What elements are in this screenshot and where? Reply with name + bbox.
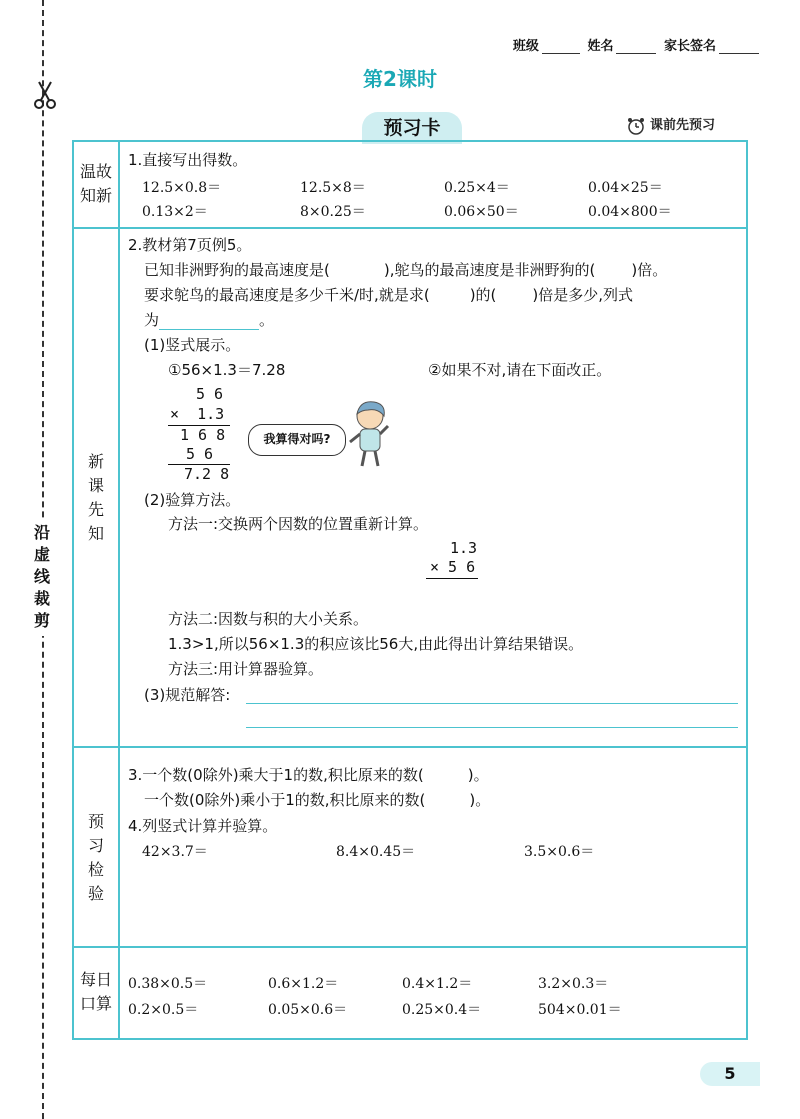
parent-signature-field[interactable] bbox=[719, 41, 759, 54]
page-number: 5 bbox=[700, 1062, 760, 1086]
paragraph-3: 为 。 bbox=[144, 311, 275, 329]
child-illustration bbox=[340, 398, 396, 470]
vertical-calc-line: 5 6 bbox=[186, 445, 214, 463]
check-item: 42×3.7＝ bbox=[142, 844, 208, 860]
review-item: 8×0.25＝ bbox=[300, 204, 366, 220]
check-item: 3.5×0.6＝ bbox=[524, 844, 595, 860]
vertical-calc2-bar bbox=[426, 578, 478, 579]
step-2: (2)验算方法。 bbox=[144, 491, 241, 509]
cut-instruction: 沿 虚 线 裁 剪 bbox=[30, 518, 54, 636]
method-2: 方法二:因数与积的大小关系。 bbox=[168, 610, 369, 628]
question-4: 4.列竖式计算并验算。 bbox=[128, 817, 278, 835]
vertical-calc-line: 7.2 8 bbox=[184, 465, 230, 483]
paragraph-1: 已知非洲野狗的最高速度是( ),鸵鸟的最高速度是非洲野狗的( )倍。 bbox=[144, 261, 668, 279]
daily-item: 0.05×0.6＝ bbox=[268, 1002, 348, 1018]
class-field[interactable] bbox=[542, 41, 580, 54]
review-item: 0.04×25＝ bbox=[588, 180, 663, 196]
answer-line[interactable] bbox=[246, 727, 738, 728]
daily-item: 0.25×0.4＝ bbox=[402, 1002, 482, 1018]
formula-answer-blank[interactable] bbox=[159, 315, 259, 330]
card-title: 预习卡 bbox=[362, 112, 462, 144]
review-item: 12.5×0.8＝ bbox=[142, 180, 222, 196]
review-item: 0.25×4＝ bbox=[444, 180, 510, 196]
review-item: 12.5×8＝ bbox=[300, 180, 366, 196]
vertical-calc-line: × 1.3 bbox=[170, 405, 225, 423]
question-3b: 一个数(0除外)乘小于1的数,积比原来的数( )。 bbox=[144, 791, 491, 809]
alarm-clock-icon bbox=[626, 116, 646, 136]
question-1: 1.直接写出得数。 bbox=[128, 151, 248, 169]
daily-item: 0.2×0.5＝ bbox=[128, 1002, 199, 1018]
vertical-calc2-line: 1.3 bbox=[450, 539, 478, 557]
step-3: (3)规范解答: bbox=[144, 686, 231, 704]
row-divider bbox=[72, 746, 748, 748]
name-field[interactable] bbox=[616, 41, 656, 54]
review-item: 0.04×800＝ bbox=[588, 204, 672, 220]
step-1: (1)竖式展示。 bbox=[144, 336, 241, 354]
daily-item: 3.2×0.3＝ bbox=[538, 976, 609, 992]
column-divider bbox=[118, 140, 120, 1040]
speech-bubble: 我算得对吗? bbox=[248, 424, 346, 456]
check-item: 8.4×0.45＝ bbox=[336, 844, 416, 860]
review-item: 0.06×50＝ bbox=[444, 204, 519, 220]
new-knowledge-label: 新 课 先 知 bbox=[87, 452, 104, 543]
daily-item: 0.6×1.2＝ bbox=[268, 976, 339, 992]
vertical-calc-line: 1 6 8 bbox=[180, 426, 226, 444]
vertical-calc2-line: × 5 6 bbox=[430, 558, 476, 576]
answer-line[interactable] bbox=[246, 703, 738, 704]
preview-check-label: 预 习 检 验 bbox=[87, 812, 104, 903]
paragraph-2: 要求鸵鸟的最高速度是多少千米/时,就是求( )的( )倍是多少,列式 bbox=[144, 286, 634, 304]
review-label: 温故 知新 bbox=[79, 162, 112, 205]
lesson-title: 第2课时 bbox=[363, 67, 437, 91]
method-1: 方法一:交换两个因数的位置重新计算。 bbox=[168, 515, 429, 533]
method-3: 方法三:用计算器验算。 bbox=[168, 660, 324, 678]
review-item: 0.13×2＝ bbox=[142, 204, 208, 220]
row-divider bbox=[72, 227, 748, 229]
method-2-detail: 1.3>1,所以56×1.3的积应该比56大,由此得出计算结果错误。 bbox=[168, 635, 584, 653]
daily-mental-math-label: 每日 口算 bbox=[79, 970, 112, 1013]
daily-item: 0.4×1.2＝ bbox=[402, 976, 473, 992]
student-info: 班级 姓名 家长签名 bbox=[513, 35, 762, 54]
row-divider bbox=[72, 946, 748, 948]
daily-item: 0.38×0.5＝ bbox=[128, 976, 208, 992]
question-3a: 3.一个数(0除外)乘大于1的数,积比原来的数( )。 bbox=[128, 766, 489, 784]
step-1-correction: ②如果不对,请在下面改正。 bbox=[428, 361, 612, 379]
question-2: 2.教材第7页例5。 bbox=[128, 236, 252, 254]
vertical-calc-line: 5 6 bbox=[196, 385, 224, 403]
daily-item: 504×0.01＝ bbox=[538, 1002, 622, 1018]
preview-tag: 课前先预习 bbox=[626, 114, 715, 136]
step-1-equation: ①56×1.3＝7.28 bbox=[168, 361, 286, 379]
